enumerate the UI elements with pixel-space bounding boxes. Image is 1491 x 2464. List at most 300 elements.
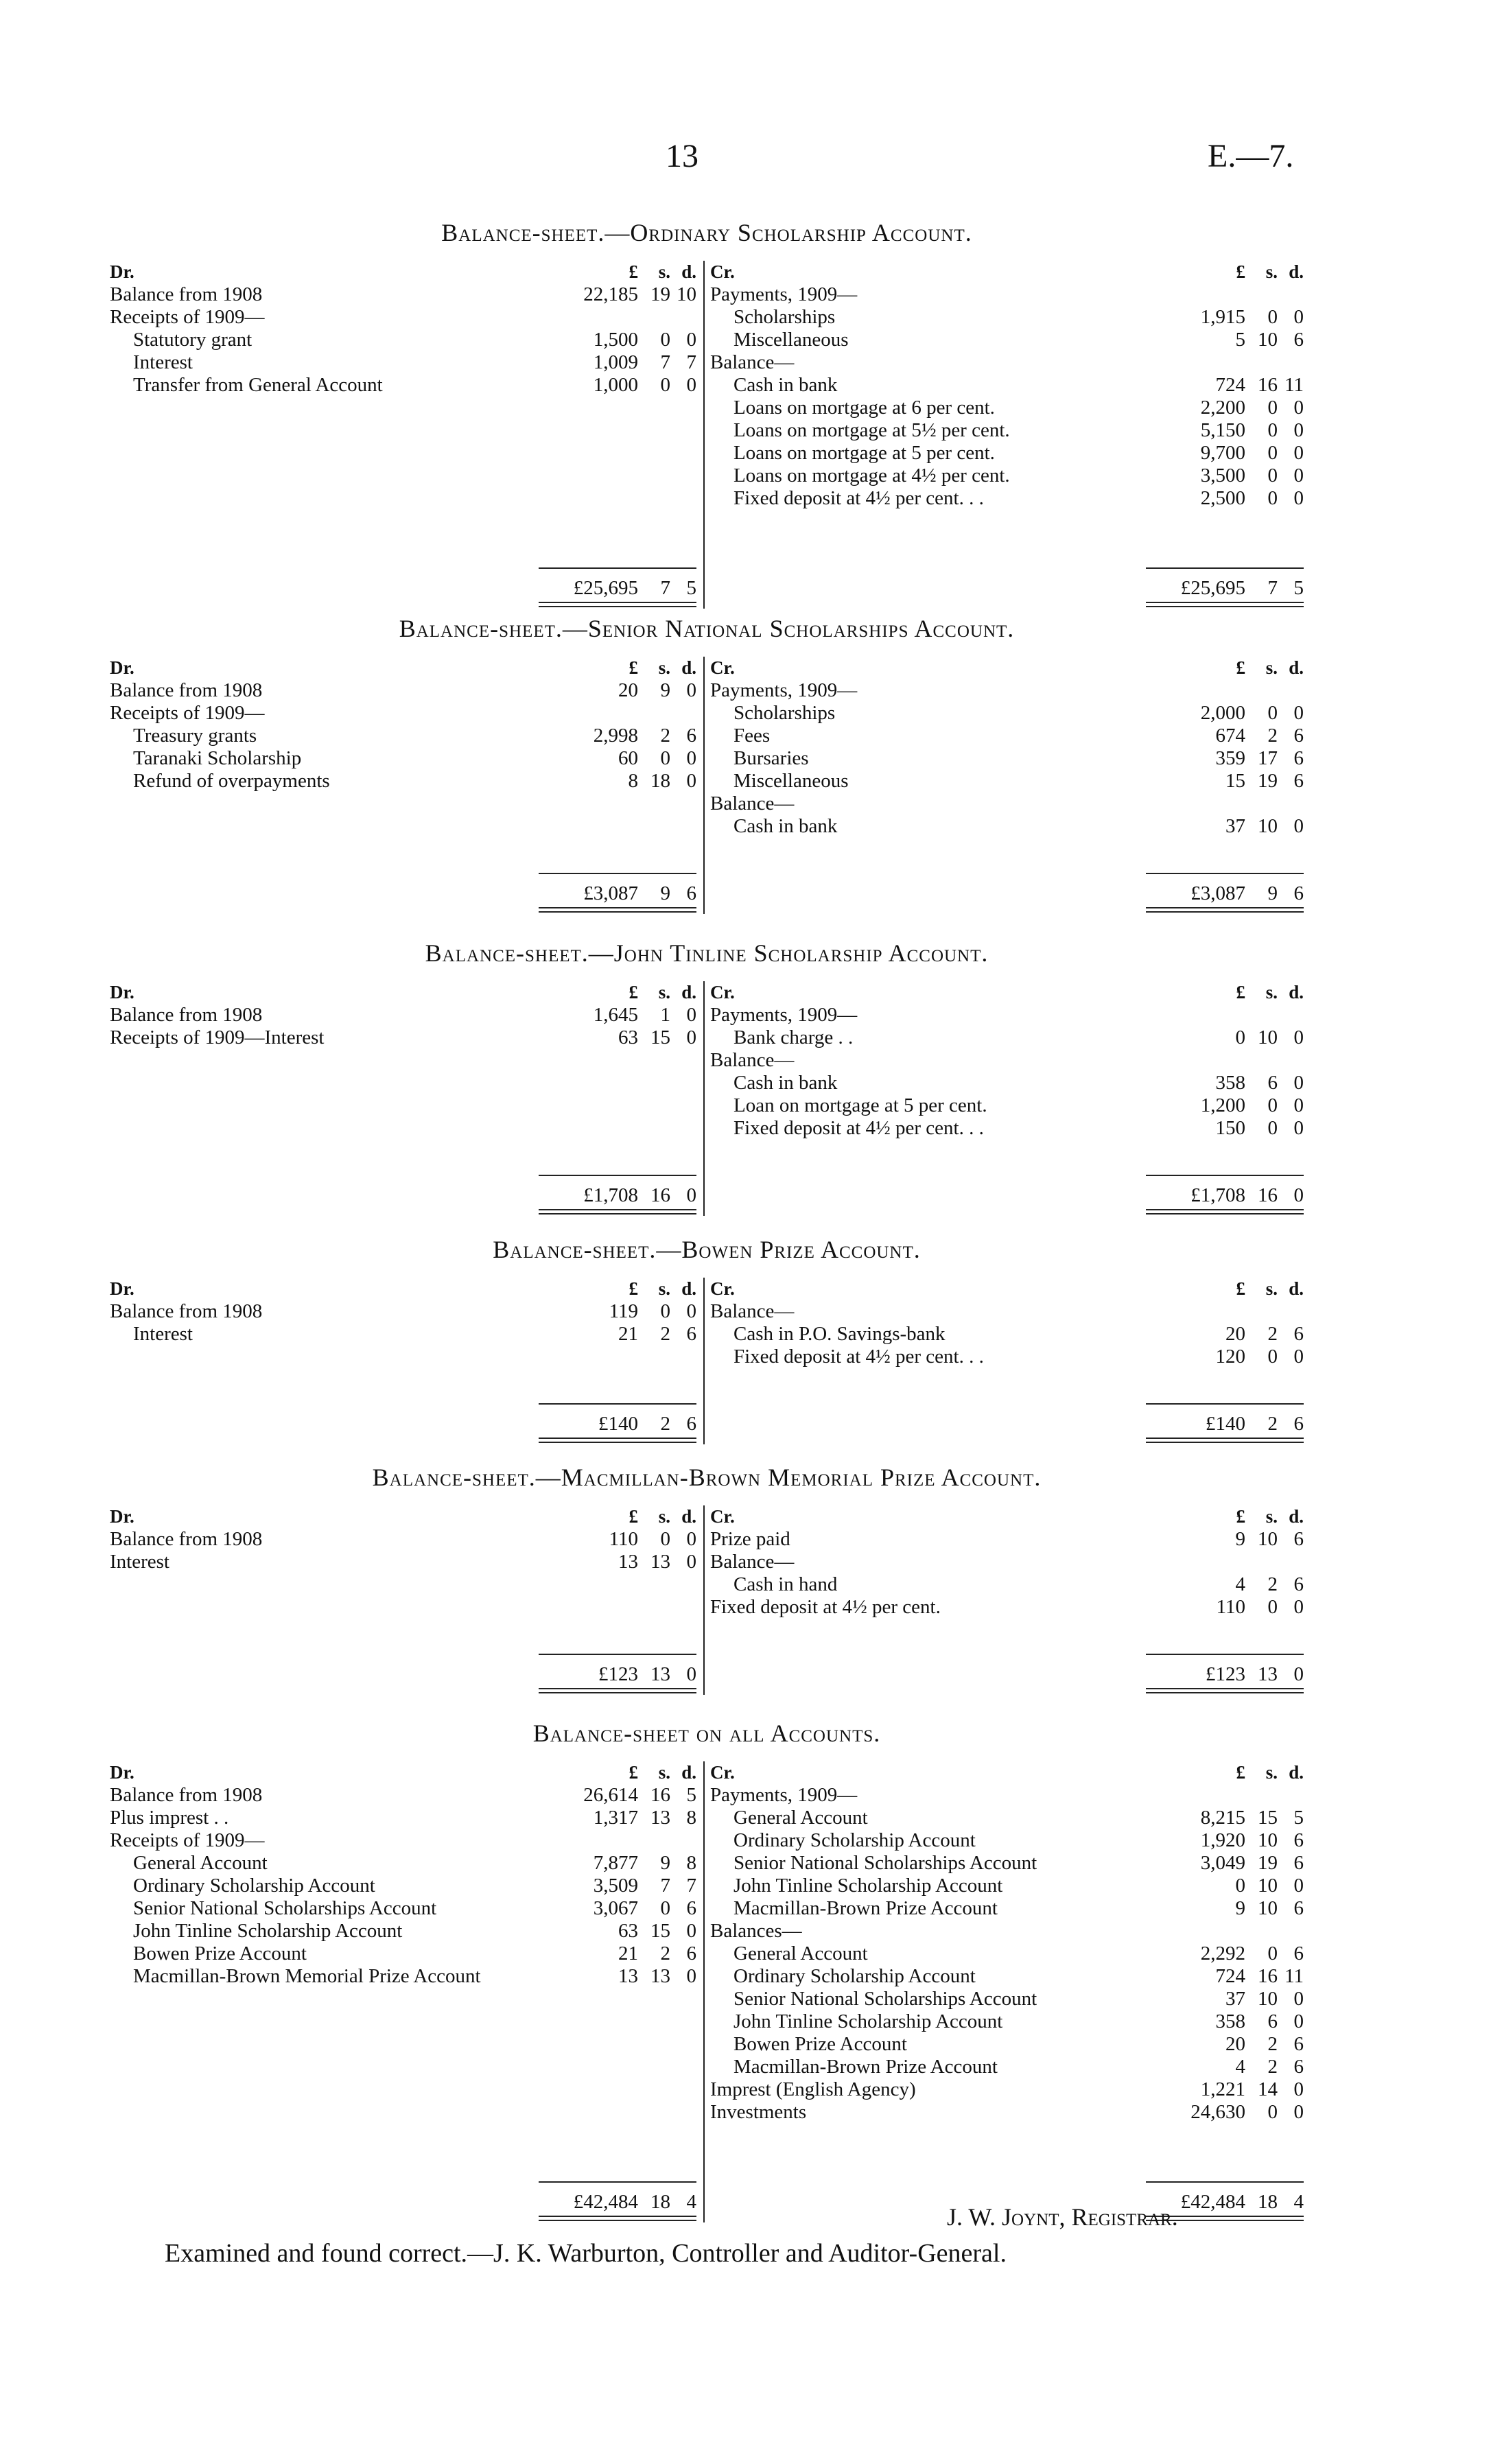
total-rule bbox=[1146, 2181, 1304, 2183]
amount bbox=[1146, 725, 1304, 747]
entry-label: Fees bbox=[733, 725, 771, 747]
entry-label: Prize paid bbox=[710, 1528, 790, 1550]
pence-value: 6 bbox=[1293, 747, 1304, 769]
ledger-row bbox=[710, 397, 1304, 419]
shillings-value: 0 bbox=[1267, 702, 1278, 724]
ledger-row bbox=[110, 1528, 696, 1551]
examined-statement: Examined and found correct.—J. K. Warburton, Controller and Auditor-General. bbox=[165, 2239, 1007, 2268]
shillings-value: 13 bbox=[650, 1807, 670, 1829]
entry-label: Bursaries bbox=[733, 747, 809, 769]
pounds-value: 359 bbox=[1215, 747, 1245, 769]
total-row bbox=[110, 567, 696, 609]
total-pence: 4 bbox=[686, 2191, 696, 2213]
amount bbox=[1146, 1965, 1304, 1988]
ledger-row bbox=[710, 1807, 1304, 1829]
column-divider bbox=[703, 657, 705, 914]
shillings-value: 0 bbox=[1267, 465, 1278, 486]
pounds-value: 24,630 bbox=[1190, 2101, 1245, 2123]
double-rule bbox=[539, 907, 696, 913]
pence-value: 0 bbox=[1293, 1346, 1304, 1368]
sheet-title: Balance-sheet.—Macmillan-Brown Memorial Prize Account. bbox=[372, 1464, 1042, 1491]
pounds-value: 3,509 bbox=[593, 1875, 638, 1897]
amount bbox=[1146, 1573, 1304, 1596]
pence-value: 8 bbox=[686, 1852, 696, 1874]
ledger-row bbox=[110, 1551, 696, 1573]
shillings-value: 16 bbox=[1258, 374, 1278, 396]
ledger-row bbox=[710, 1323, 1304, 1346]
currency-column-header: s. bbox=[658, 1762, 670, 1783]
amount bbox=[539, 351, 696, 374]
pence-value: 6 bbox=[686, 1323, 696, 1345]
double-rule bbox=[539, 2216, 696, 2221]
pence-value: 0 bbox=[686, 1551, 696, 1573]
ledger-row bbox=[710, 1049, 1304, 1072]
ledger-row bbox=[710, 487, 1304, 510]
ledger-row bbox=[710, 1551, 1304, 1573]
entry-label: Balance from 1908 bbox=[110, 1004, 263, 1026]
entry-label: Balance— bbox=[710, 1551, 795, 1573]
total-shillings: 16 bbox=[650, 1184, 670, 1206]
ledger-row bbox=[710, 793, 1304, 815]
amount bbox=[1146, 2056, 1304, 2078]
pence-value: 0 bbox=[686, 770, 696, 792]
entry-label: Receipts of 1909— bbox=[110, 1829, 265, 1851]
amount bbox=[539, 725, 696, 747]
total-shillings: 13 bbox=[1258, 1663, 1278, 1685]
entry-label: Cash in P.O. Savings-bank bbox=[733, 1323, 946, 1345]
ledger-row bbox=[710, 1897, 1304, 1920]
currency-column-header: £ bbox=[629, 1506, 638, 1527]
ledger-row bbox=[710, 1920, 1304, 1943]
shillings-value: 10 bbox=[1258, 1829, 1278, 1851]
ledger-row bbox=[710, 1573, 1304, 1596]
ledger-row bbox=[710, 1346, 1304, 1368]
ledger-row bbox=[710, 1829, 1304, 1852]
shillings-value: 0 bbox=[1267, 1117, 1278, 1139]
entry-label: Senior National Scholarships Account bbox=[133, 1897, 437, 1919]
double-rule bbox=[1146, 602, 1304, 607]
pounds-value: 1,920 bbox=[1200, 1829, 1245, 1851]
currency-column-header: s. bbox=[1265, 1278, 1278, 1299]
ledger bbox=[110, 657, 1304, 914]
currency-column-header: £ bbox=[629, 261, 638, 282]
pounds-value: 9 bbox=[1235, 1528, 1245, 1550]
shillings-value: 9 bbox=[660, 679, 670, 701]
pence-value: 0 bbox=[686, 1300, 696, 1322]
total-shillings: 16 bbox=[1258, 1184, 1278, 1206]
ledger-row bbox=[710, 815, 1304, 838]
amount bbox=[1146, 1323, 1304, 1346]
pence-value: 0 bbox=[686, 747, 696, 769]
sheet-title: Balance-sheet.—John Tinline Scholarship Account. bbox=[425, 939, 989, 967]
entry-label: Balance— bbox=[710, 351, 795, 373]
entry-label: Fixed deposit at 4½ per cent. . . bbox=[733, 1346, 984, 1368]
total-shillings: 18 bbox=[1258, 2191, 1278, 2213]
column-header-row bbox=[110, 657, 696, 679]
pounds-value: 120 bbox=[1215, 1346, 1245, 1368]
pounds-value: 22,185 bbox=[583, 283, 638, 305]
double-rule bbox=[1146, 1438, 1304, 1443]
pounds-value: 1,915 bbox=[1200, 306, 1245, 328]
currency-column-header: s. bbox=[658, 657, 670, 678]
entry-label: Balance from 1908 bbox=[110, 1528, 263, 1550]
total-pence: 5 bbox=[1293, 577, 1304, 599]
pence-value: 0 bbox=[686, 329, 696, 351]
pence-value: 0 bbox=[686, 1004, 696, 1026]
total-rule bbox=[1146, 1654, 1304, 1655]
column-divider bbox=[703, 1761, 705, 2222]
pounds-value: 3,500 bbox=[1200, 465, 1245, 486]
entry-label: Treasury grants bbox=[133, 725, 257, 747]
entry-label: Payments, 1909— bbox=[710, 679, 858, 701]
entry-label: Balance from 1908 bbox=[110, 1300, 263, 1322]
ledger-row bbox=[710, 1026, 1304, 1049]
currency-column-header: s. bbox=[1265, 1506, 1278, 1527]
currency-column-header: d. bbox=[1289, 657, 1304, 678]
currency-column-header: d. bbox=[681, 1278, 696, 1299]
ledger bbox=[110, 1505, 1304, 1695]
amount bbox=[1146, 1072, 1304, 1094]
shillings-value: 2 bbox=[1267, 2033, 1278, 2055]
pence-value: 7 bbox=[686, 351, 696, 373]
pounds-value: 5 bbox=[1235, 329, 1245, 351]
entry-label: Macmillan-Brown Prize Account bbox=[733, 2056, 998, 2078]
entry-label: John Tinline Scholarship Account bbox=[133, 1920, 403, 1942]
total-rule bbox=[1146, 1403, 1304, 1405]
shillings-value: 10 bbox=[1258, 1875, 1278, 1897]
currency-column-header: s. bbox=[1265, 261, 1278, 282]
total-row bbox=[110, 1175, 696, 1216]
credit-side bbox=[710, 657, 1304, 914]
total-pence: 6 bbox=[686, 1413, 696, 1435]
total-pence: 6 bbox=[1293, 882, 1304, 904]
pence-value: 0 bbox=[686, 1026, 696, 1048]
pounds-value: 20 bbox=[1225, 2033, 1245, 2055]
pence-value: 0 bbox=[1293, 1596, 1304, 1618]
currency-column-header: £ bbox=[629, 1278, 638, 1299]
shillings-value: 16 bbox=[1258, 1965, 1278, 1987]
currency-column-header: £ bbox=[629, 657, 638, 678]
pounds-value: 358 bbox=[1215, 1072, 1245, 1094]
currency-column-header: £ bbox=[1236, 1506, 1245, 1527]
total-pounds: £1,708 bbox=[1190, 1184, 1245, 1206]
shillings-value: 2 bbox=[660, 1943, 670, 1964]
pounds-value: 110 bbox=[1216, 1596, 1245, 1618]
total-pence: 0 bbox=[1293, 1663, 1304, 1685]
pence-value: 0 bbox=[1293, 1094, 1304, 1116]
amount bbox=[539, 747, 696, 770]
pence-value: 0 bbox=[1293, 306, 1304, 328]
entry-label: Balance— bbox=[710, 1049, 795, 1071]
ledger-row bbox=[710, 1596, 1304, 1619]
ledger bbox=[110, 981, 1304, 1216]
shillings-value: 0 bbox=[1267, 1346, 1278, 1368]
shillings-value: 7 bbox=[660, 1875, 670, 1897]
ledger-row bbox=[110, 1875, 696, 1897]
pence-value: 6 bbox=[1293, 2056, 1304, 2078]
total-rule bbox=[539, 2181, 696, 2183]
registrar-signature: J. W. Joynt, Registrar. bbox=[947, 2203, 1178, 2231]
ledger-row bbox=[110, 283, 696, 306]
double-rule bbox=[539, 1209, 696, 1215]
ledger-row bbox=[710, 2078, 1304, 2101]
amount bbox=[539, 1807, 696, 1829]
pounds-value: 8 bbox=[628, 770, 638, 792]
debit-side bbox=[110, 1505, 696, 1695]
pence-value: 6 bbox=[1293, 1897, 1304, 1919]
ledger-row bbox=[710, 1117, 1304, 1140]
shillings-value: 10 bbox=[1258, 1026, 1278, 1048]
pence-value: 0 bbox=[1293, 815, 1304, 837]
amount bbox=[1146, 1943, 1304, 1965]
ledger-row bbox=[710, 1072, 1304, 1094]
sheet-title: Balance-sheet.—Senior National Scholarships Account. bbox=[399, 615, 1015, 642]
shillings-value: 0 bbox=[660, 374, 670, 396]
shillings-value: 15 bbox=[650, 1920, 670, 1942]
total-shillings: 18 bbox=[650, 2191, 670, 2213]
currency-column-header: s. bbox=[658, 982, 670, 1002]
ledger-row bbox=[710, 1300, 1304, 1323]
total-rule bbox=[539, 1403, 696, 1405]
amount bbox=[1146, 329, 1304, 351]
pounds-value: 119 bbox=[609, 1300, 638, 1322]
balance-sheet bbox=[110, 218, 1304, 609]
ledger-row bbox=[110, 374, 696, 397]
sheet-title: Balance-sheet on all Accounts. bbox=[532, 1720, 881, 1747]
pounds-value: 7,877 bbox=[593, 1852, 638, 1874]
credit-label: Cr. bbox=[710, 1506, 735, 1527]
shillings-value: 0 bbox=[1267, 442, 1278, 464]
total-pounds: £140 bbox=[598, 1413, 638, 1435]
pence-value: 6 bbox=[1293, 770, 1304, 792]
amount bbox=[539, 283, 696, 306]
entry-label: Scholarships bbox=[733, 702, 836, 724]
pounds-value: 21 bbox=[618, 1943, 638, 1964]
credit-side bbox=[710, 981, 1304, 1216]
currency-column-header: d. bbox=[681, 982, 696, 1002]
entry-label: Interest bbox=[133, 1323, 193, 1345]
pounds-value: 21 bbox=[618, 1323, 638, 1345]
pence-value: 10 bbox=[677, 283, 696, 305]
pence-value: 6 bbox=[1293, 1829, 1304, 1851]
ledger-row bbox=[110, 1829, 696, 1852]
entry-label: John Tinline Scholarship Account bbox=[733, 1875, 1003, 1897]
entry-label: Balance from 1908 bbox=[110, 283, 263, 305]
debit-side bbox=[110, 261, 696, 609]
entry-label: Ordinary Scholarship Account bbox=[133, 1875, 375, 1897]
debit-side bbox=[110, 1761, 696, 2222]
column-header-row bbox=[710, 1505, 1304, 1528]
amount bbox=[1146, 815, 1304, 838]
shillings-value: 15 bbox=[1258, 1807, 1278, 1829]
pounds-value: 4 bbox=[1235, 1573, 1245, 1595]
amount bbox=[1146, 2101, 1304, 2124]
ledger-row bbox=[710, 2033, 1304, 2056]
ledger-row bbox=[110, 747, 696, 770]
shillings-value: 13 bbox=[650, 1965, 670, 1987]
shillings-value: 6 bbox=[1267, 1072, 1278, 1094]
pounds-value: 60 bbox=[618, 747, 638, 769]
currency-column-header: d. bbox=[1289, 1762, 1304, 1783]
entry-label: Balance— bbox=[710, 793, 795, 814]
amount bbox=[1146, 2078, 1304, 2101]
amount bbox=[1146, 1829, 1304, 1852]
pounds-value: 1,009 bbox=[593, 351, 638, 373]
shillings-value: 10 bbox=[1258, 1528, 1278, 1550]
sheet-title: Balance-sheet.—Ordinary Scholarship Account. bbox=[441, 219, 972, 246]
pence-value: 6 bbox=[1293, 725, 1304, 747]
pounds-value: 2,000 bbox=[1200, 702, 1245, 724]
amount bbox=[539, 1323, 696, 1346]
entry-label: Receipts of 1909—Interest bbox=[110, 1026, 325, 1048]
column-header-row bbox=[110, 1505, 696, 1528]
shillings-value: 10 bbox=[1258, 1988, 1278, 2010]
total-pounds: £42,484 bbox=[1180, 2191, 1245, 2213]
currency-column-header: £ bbox=[1236, 657, 1245, 678]
ledger-row bbox=[710, 2056, 1304, 2078]
ledger-row bbox=[710, 2101, 1304, 2124]
ledger-row bbox=[710, 702, 1304, 725]
total-pounds: £25,695 bbox=[1180, 577, 1245, 599]
pounds-value: 150 bbox=[1215, 1117, 1245, 1139]
amount bbox=[1146, 1596, 1304, 1619]
currency-column-header: £ bbox=[629, 1762, 638, 1783]
total-shillings: 7 bbox=[660, 577, 670, 599]
pence-value: 5 bbox=[686, 1784, 696, 1806]
pence-value: 0 bbox=[1293, 2078, 1304, 2100]
pence-value: 0 bbox=[1293, 442, 1304, 464]
pence-value: 6 bbox=[1293, 1573, 1304, 1595]
column-header-row bbox=[710, 1278, 1304, 1300]
pounds-value: 63 bbox=[618, 1026, 638, 1048]
ledger-row bbox=[710, 770, 1304, 793]
amount bbox=[539, 374, 696, 397]
amount bbox=[1146, 1117, 1304, 1140]
ledger-row bbox=[710, 351, 1304, 374]
entry-label: Payments, 1909— bbox=[710, 283, 858, 305]
debit-label: Dr. bbox=[110, 1278, 134, 1299]
column-header-row bbox=[710, 657, 1304, 679]
ledger-row bbox=[710, 1875, 1304, 1897]
entry-label: Receipts of 1909— bbox=[110, 306, 265, 328]
ledger-row bbox=[110, 1852, 696, 1875]
entry-label: Loan on mortgage at 5 per cent. bbox=[733, 1094, 987, 1116]
entry-label: Receipts of 1909— bbox=[110, 702, 265, 724]
pence-value: 0 bbox=[686, 374, 696, 396]
ledger-row bbox=[710, 306, 1304, 329]
amount bbox=[539, 770, 696, 793]
pence-value: 6 bbox=[1293, 1528, 1304, 1550]
entry-label: Miscellaneous bbox=[733, 770, 849, 792]
shillings-value: 19 bbox=[1258, 1852, 1278, 1874]
pounds-value: 724 bbox=[1215, 1965, 1245, 1987]
shillings-value: 2 bbox=[1267, 725, 1278, 747]
amount bbox=[1146, 487, 1304, 510]
debit-label: Dr. bbox=[110, 1762, 134, 1783]
pounds-value: 20 bbox=[618, 679, 638, 701]
ledger-row bbox=[110, 1300, 696, 1323]
credit-label: Cr. bbox=[710, 261, 735, 282]
shillings-value: 0 bbox=[660, 1300, 670, 1322]
total-pounds: £123 bbox=[1206, 1663, 1245, 1685]
currency-column-header: £ bbox=[1236, 1762, 1245, 1783]
currency-column-header: d. bbox=[681, 657, 696, 678]
debit-side bbox=[110, 1278, 696, 1444]
currency-column-header: d. bbox=[681, 1506, 696, 1527]
entry-label: Balances— bbox=[710, 1920, 802, 1942]
ledger-row bbox=[710, 725, 1304, 747]
entry-label: Cash in bank bbox=[733, 1072, 838, 1094]
entry-label: Macmillan-Brown Prize Account bbox=[733, 1897, 998, 1919]
currency-column-header: s. bbox=[658, 261, 670, 282]
entry-label: Ordinary Scholarship Account bbox=[733, 1829, 976, 1851]
pence-value: 11 bbox=[1284, 374, 1304, 396]
shillings-value: 16 bbox=[650, 1784, 670, 1806]
balance-sheet bbox=[110, 939, 1304, 1216]
amount bbox=[1146, 747, 1304, 770]
amount bbox=[1146, 1026, 1304, 1049]
ledger-row bbox=[110, 770, 696, 793]
debit-label: Dr. bbox=[110, 982, 134, 1002]
total-pounds: £42,484 bbox=[573, 2191, 638, 2213]
pounds-value: 674 bbox=[1215, 725, 1245, 747]
double-rule bbox=[1146, 907, 1304, 913]
pence-value: 0 bbox=[1293, 1026, 1304, 1048]
pounds-value: 20 bbox=[1225, 1323, 1245, 1345]
total-rule bbox=[539, 873, 696, 874]
pounds-value: 2,500 bbox=[1200, 487, 1245, 509]
ledger-row bbox=[710, 1965, 1304, 1988]
amount bbox=[1146, 2033, 1304, 2056]
total-pence: 4 bbox=[1293, 2191, 1304, 2213]
currency-column-header: d. bbox=[1289, 1278, 1304, 1299]
pounds-value: 37 bbox=[1225, 1988, 1245, 2010]
ledger bbox=[110, 1278, 1304, 1444]
shillings-value: 7 bbox=[660, 351, 670, 373]
ledger-row bbox=[110, 1897, 696, 1920]
total-pence: 6 bbox=[686, 882, 696, 904]
column-header-row bbox=[710, 261, 1304, 283]
total-rule bbox=[539, 567, 696, 569]
ledger-row bbox=[710, 465, 1304, 487]
credit-label: Cr. bbox=[710, 657, 735, 678]
total-shillings: 2 bbox=[1267, 1413, 1278, 1435]
ledger-row bbox=[110, 1807, 696, 1829]
total-rule bbox=[1146, 873, 1304, 874]
amount bbox=[539, 1026, 696, 1049]
shillings-value: 6 bbox=[1267, 2010, 1278, 2032]
entry-label: Taranaki Scholarship bbox=[133, 747, 302, 769]
total-pounds: £123 bbox=[598, 1663, 638, 1685]
pounds-value: 2,292 bbox=[1200, 1943, 1245, 1964]
entry-label: Cash in bank bbox=[733, 815, 838, 837]
amount bbox=[539, 1852, 696, 1875]
pounds-value: 1,221 bbox=[1200, 2078, 1245, 2100]
amount bbox=[539, 1920, 696, 1943]
ledger-row bbox=[710, 1528, 1304, 1551]
pence-value: 6 bbox=[686, 1897, 696, 1919]
pence-value: 6 bbox=[686, 725, 696, 747]
shillings-value: 18 bbox=[650, 770, 670, 792]
pounds-value: 2,200 bbox=[1200, 397, 1245, 419]
currency-column-header: £ bbox=[1236, 1278, 1245, 1299]
ledger-row bbox=[110, 679, 696, 702]
currency-column-header: s. bbox=[1265, 657, 1278, 678]
ledger-row bbox=[710, 2010, 1304, 2033]
entry-label: Plus imprest . . bbox=[110, 1807, 229, 1829]
ledger-row bbox=[710, 1784, 1304, 1807]
ledger-row bbox=[110, 1784, 696, 1807]
